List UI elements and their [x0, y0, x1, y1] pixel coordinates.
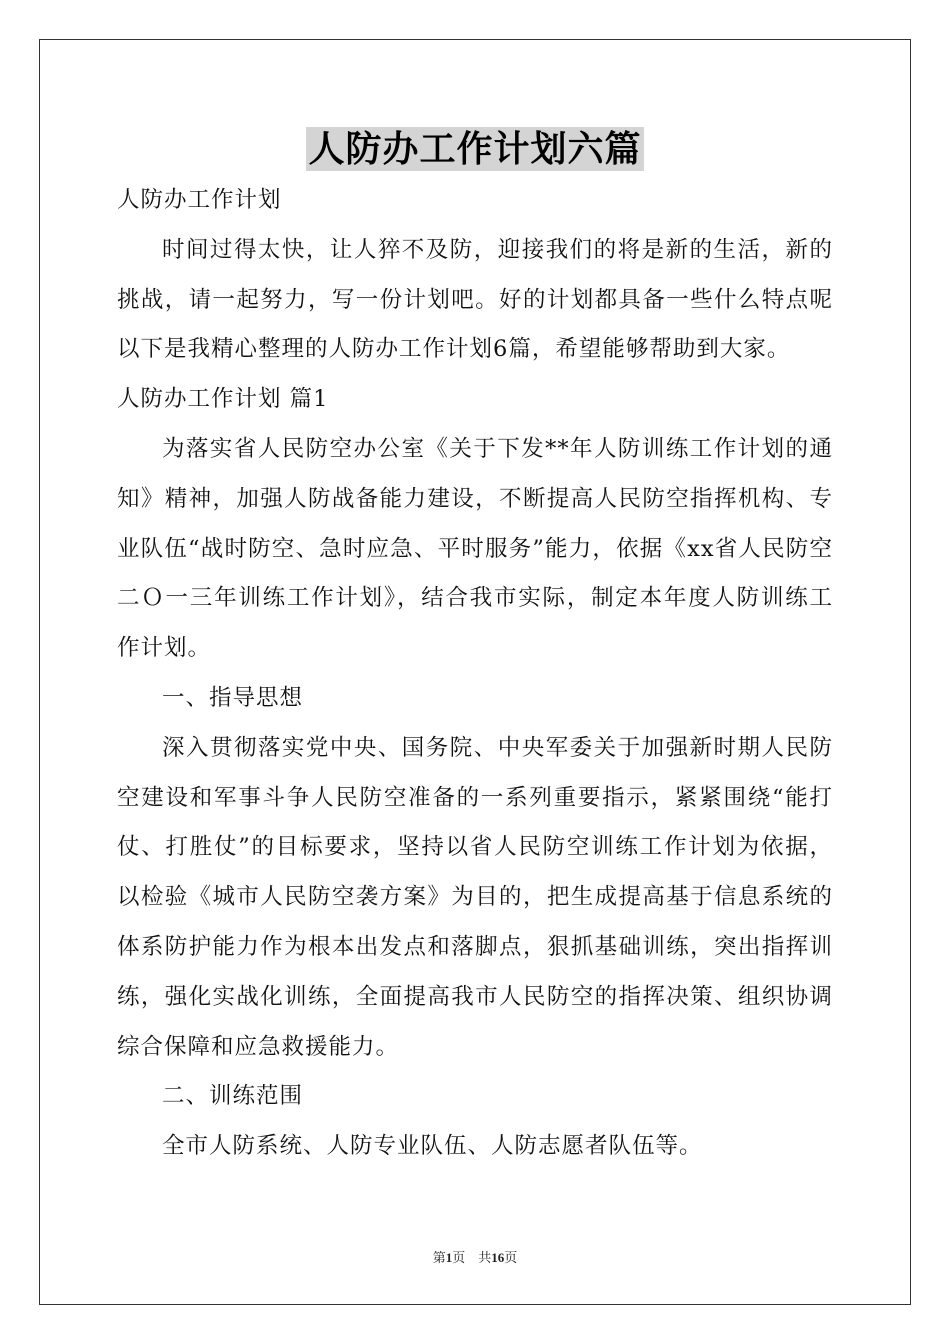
footer-prefix: 第 — [432, 1250, 446, 1265]
body-paragraph-1: 为落实省人民防空办公室《关于下发**年人防训练工作计划的通知》精神，加强人防战备能力建设，不断提高人民防空指挥机构、专业队伍“战时防空、急时应急、平时服务”能力，依据《xx省人民防空二Ｏ一三年训练工作计划》，结合我市实际，制定本年度人防训练工作计划。 — [117, 435, 833, 662]
title-container — [0, 127, 950, 171]
document-body — [117, 176, 833, 1172]
page-footer — [0, 1247, 950, 1266]
document-subtitle: 人防办工作计划 — [117, 187, 282, 213]
heading-training-scope: 二、训练范围 — [162, 1083, 304, 1110]
footer-page-total: 16 — [491, 1250, 505, 1265]
heading-guiding-ideology: 一、指导思想 — [162, 684, 304, 711]
intro-paragraph: 时间过得太快，让人猝不及防，迎接我们的将是新的生活，新的挑战，请一起努力，写一份计划吧。好的计划都具备一些什么特点呢以下是我精心整理的人防办工作计划6篇，希望能够帮助到大家。 — [117, 236, 833, 363]
footer-page-current: 1 — [445, 1250, 453, 1265]
document-title: 人防办工作计划六篇 — [308, 128, 642, 170]
footer-suffix: 页 — [504, 1250, 518, 1265]
footer-mid: 页 共 — [452, 1250, 492, 1265]
body-paragraph-2: 深入贯彻落实党中央、国务院、中央军委关于加强新时期人民防空建设和军事斗争人民防空准备的一系列重要指示，紧紧围绕“能打仗、打胜仗”的目标要求，坚持以省人民防空训练工作计划为依据，以检验《城市人民防空袭方案》为目的，把生成提高基于信息系统的体系防护能力作为根本出发点和落脚点，狠抓基础训练，突出指挥训练，强化实战化训练，全面提高我市人民防空的指挥决策、组织协调综合保障和应急救援能力。 — [117, 734, 833, 1060]
body-paragraph-3: 全市人防系统、人防专业队伍、人防志愿者队伍等。 — [162, 1133, 703, 1160]
section-heading: 人防办工作计划 篇1 — [117, 386, 329, 413]
